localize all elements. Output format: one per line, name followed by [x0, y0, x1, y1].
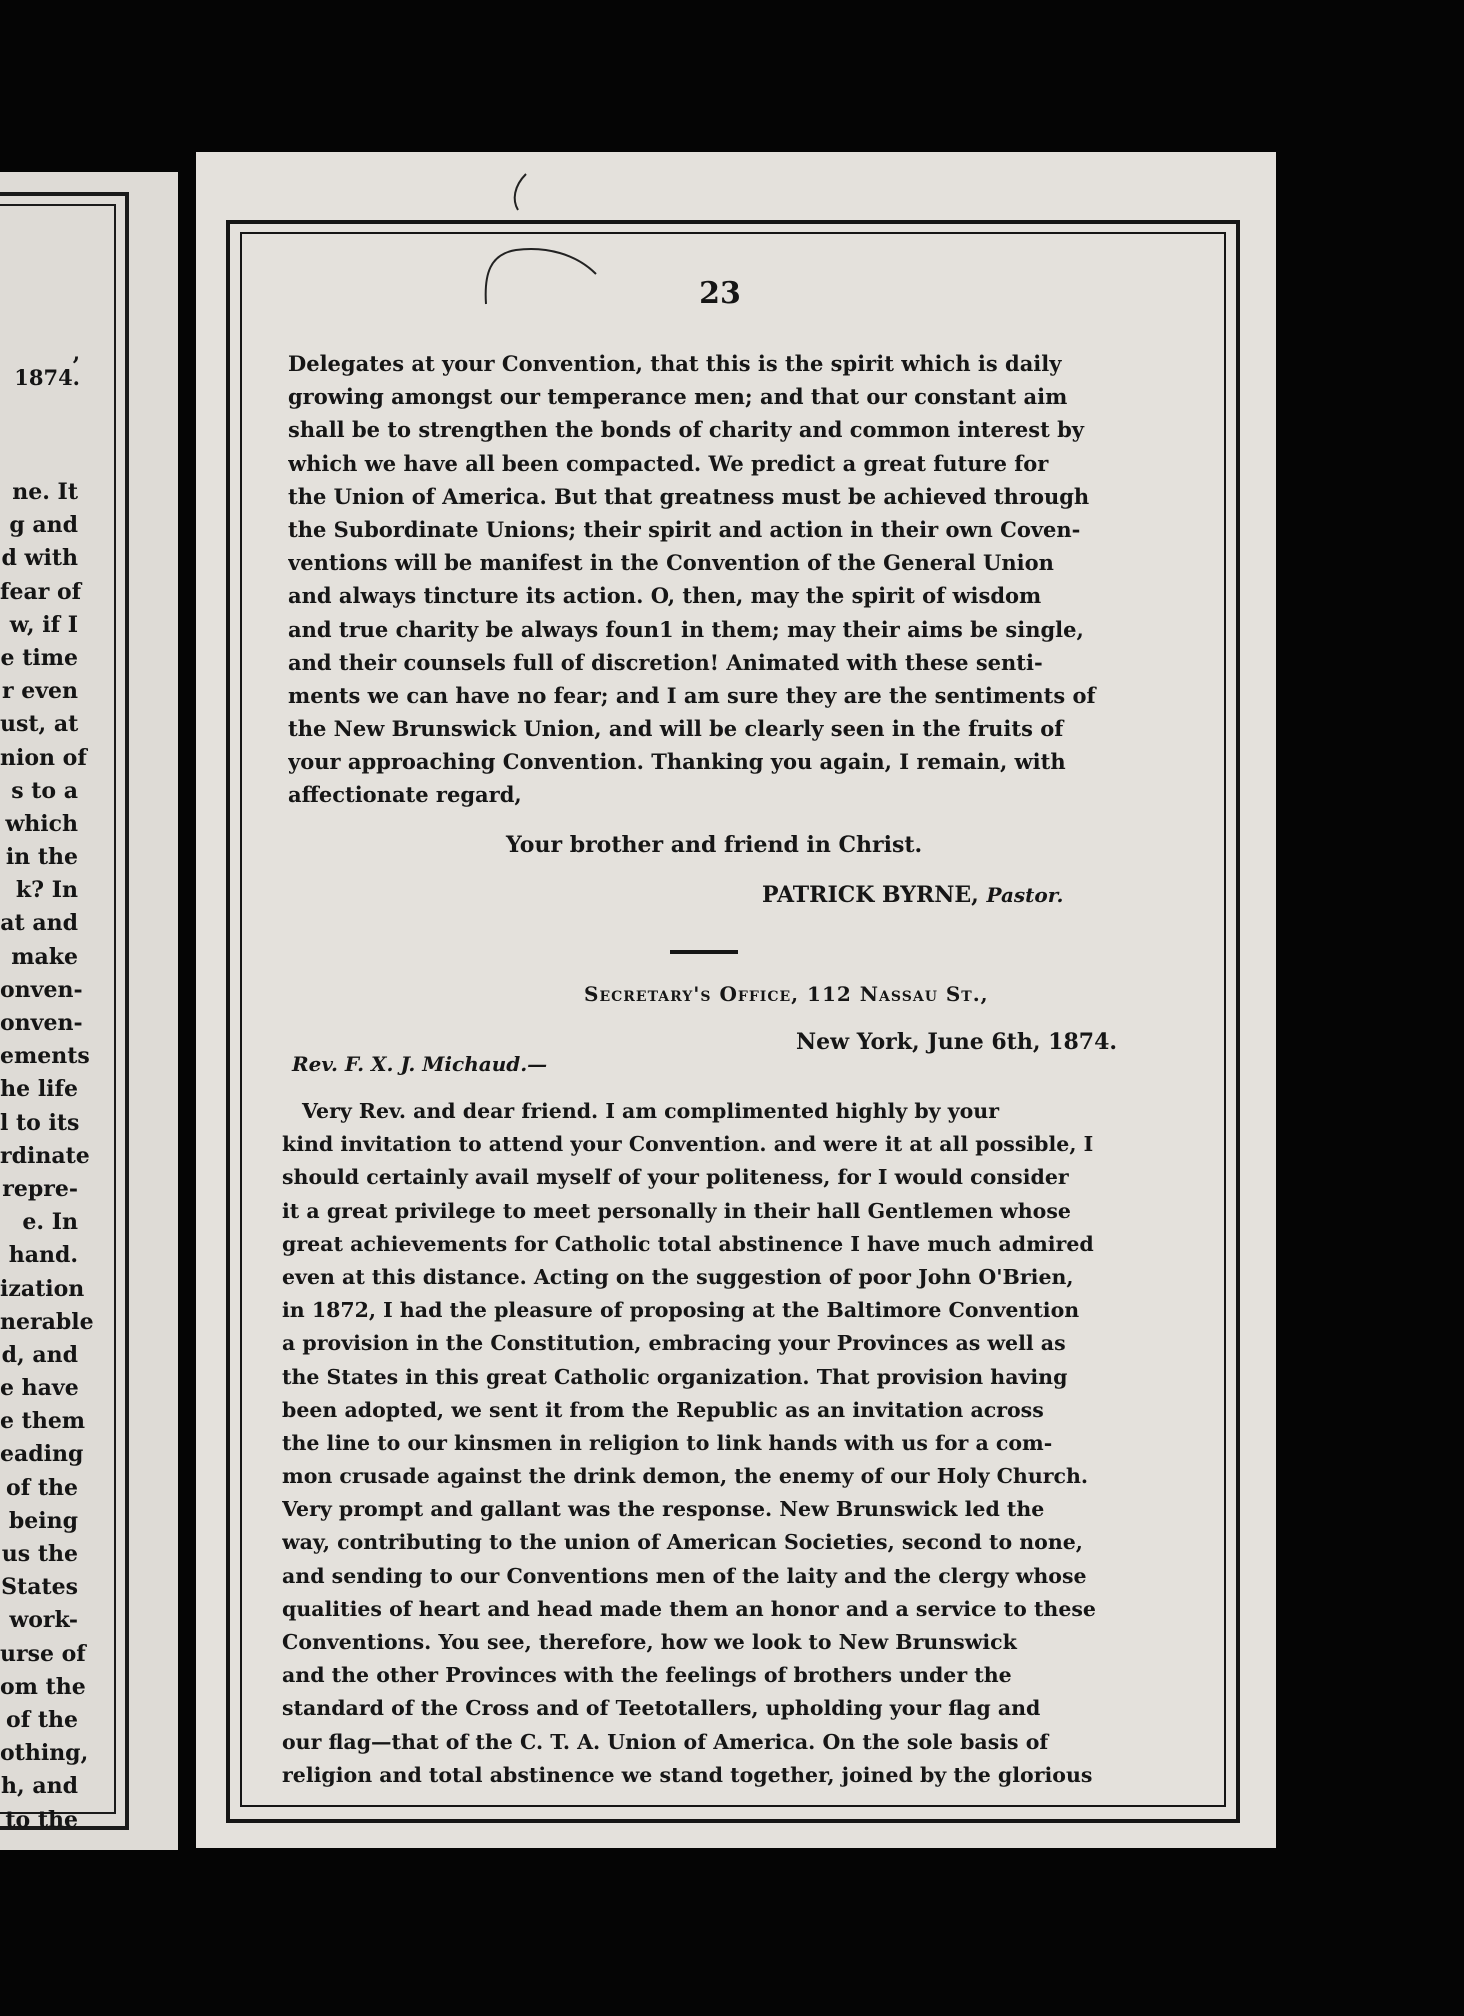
- text-line: the Subordinate Unions; their spirit and action in their own Coven-: [288, 516, 1081, 542]
- left-page-line: being: [8, 1507, 78, 1534]
- left-page-line: k? In: [15, 877, 78, 904]
- main-page: [196, 152, 1276, 1848]
- signature-title: Pastor.: [986, 883, 1064, 907]
- text-line: Very prompt and gallant was the response. New Brunswick led the: [282, 1497, 1045, 1522]
- text-line: and the other Provinces with the feelings of brothers under the: [282, 1663, 1012, 1688]
- text-line: Very Rev. and dear friend. I am complimented highly by your: [302, 1099, 999, 1123]
- text-line: ventions will be manifest in the Convention of the General Union: [288, 550, 1054, 576]
- left-page-line: hand.: [8, 1242, 78, 1269]
- left-page-line: om the: [0, 1673, 86, 1700]
- left-page-line: ization: [0, 1275, 85, 1302]
- left-page-line: e time: [0, 644, 78, 671]
- signature: [762, 882, 1063, 908]
- text-line: religion and total abstinence we stand together, joined by the glorious: [282, 1762, 1093, 1787]
- left-page-line: make: [11, 943, 78, 970]
- text-line: shall be to strengthen the bonds of charity and common interest by: [288, 417, 1084, 443]
- text-line: qualities of heart and head made them an honor and a service to these: [282, 1596, 1096, 1621]
- text-line: our flag—that of the C. T. A. Union of America. On the sole basis of: [282, 1729, 1049, 1754]
- text-line: your approaching Convention. Thanking you again, I remain, with: [288, 749, 1066, 775]
- left-page-line: e them: [0, 1408, 86, 1435]
- letter-closing: Your brother and friend in Christ.: [506, 832, 923, 858]
- text-line: which we have all been compacted. We predict a great future for: [288, 450, 1049, 476]
- text-line: mon crusade against the drink demon, the enemy of our Holy Church.: [282, 1464, 1089, 1489]
- left-page-line: othing,: [0, 1740, 89, 1767]
- text-line: should certainly avail myself of your politeness, for I would consider: [282, 1165, 1069, 1190]
- left-page-line: urse of: [0, 1640, 86, 1667]
- text-line: the New Brunswick Union, and will be clearly seen in the fruits of: [288, 716, 1064, 742]
- left-page-line: ust, at: [0, 711, 79, 738]
- text-line: Delegates at your Convention, that this is the spirit which is daily: [288, 351, 1062, 376]
- left-page-date-fragment: , 1874.: [14, 340, 80, 390]
- letter-body-second: [282, 1095, 1144, 1792]
- section-divider: [670, 950, 738, 954]
- text-line: even at this distance. Acting on the suggestion of poor John O'Brien,: [282, 1264, 1074, 1289]
- left-page-line: nion of: [0, 744, 87, 771]
- left-page-line: eading: [0, 1441, 84, 1468]
- signature-name: PATRICK BYRNE,: [762, 882, 979, 908]
- left-page-line: in the: [5, 844, 78, 871]
- left-page-line: d, and: [1, 1341, 78, 1368]
- office-address: Secretary's Office, 112 Nassau St.,: [584, 982, 989, 1006]
- left-page-line: h, and: [1, 1773, 78, 1800]
- left-page-line: which: [5, 810, 78, 837]
- text-line: way, contributing to the union of American Societies, second to none,: [282, 1530, 1083, 1555]
- left-page-line: g and: [9, 512, 78, 539]
- text-line: and true charity be always foun1 in them; may their aims be single,: [288, 616, 1084, 642]
- left-page-line: he life: [0, 1076, 78, 1103]
- left-page-line: to the: [5, 1806, 78, 1833]
- text-line: and sending to our Conventions men of the laity and the clergy whose: [282, 1563, 1087, 1588]
- text-line: it a great privilege to meet personally in their hall Gentlemen whose: [282, 1198, 1071, 1223]
- left-page-line: nerable: [0, 1308, 94, 1335]
- text-line: and their counsels full of discretion! Animated with these senti-: [288, 649, 1043, 675]
- left-page-line: rdinate: [0, 1142, 90, 1169]
- ink-scratch-mark: [476, 244, 616, 314]
- left-page-line: s to a: [11, 777, 78, 804]
- left-page-line: e. In: [22, 1209, 78, 1236]
- left-page-line: States: [1, 1574, 78, 1601]
- salutation: Rev. F. X. J. Michaud.—: [292, 1052, 548, 1076]
- left-page-line: e have: [0, 1375, 79, 1402]
- left-page-line: ements: [0, 1043, 90, 1070]
- left-page-line: us the: [1, 1541, 78, 1567]
- text-line: in 1872, I had the pleasure of proposing at the Baltimore Convention: [282, 1298, 1080, 1323]
- left-page-line: ne. It: [12, 479, 78, 505]
- text-line: great achievements for Catholic total abstinence I have much admired: [282, 1231, 1094, 1256]
- text-line: growing amongst our temperance men; and that our constant aim: [288, 384, 1068, 410]
- text-line: ments we can have no fear; and I am sure they are the sentiments of: [288, 682, 1096, 708]
- office-date: New York, June 6th, 1874.: [796, 1029, 1118, 1055]
- left-page-fragment: [0, 172, 178, 1850]
- left-page-line: repre-: [2, 1175, 78, 1202]
- left-page-line: fear of: [0, 578, 82, 605]
- text-line: kind invitation to attend your Convention. and were it at all possible, I: [282, 1132, 1094, 1157]
- text-line: and always tincture its action. O, then, may the spirit of wisdom: [288, 583, 1042, 609]
- text-line: a provision in the Constitution, embracing your Provinces as well as: [282, 1331, 1066, 1356]
- left-page-line: onven-: [0, 976, 83, 1003]
- text-line: Conventions. You see, therefore, how we look to New Brunswick: [282, 1630, 1017, 1654]
- left-page-line: of the: [6, 1706, 78, 1733]
- text-line: the line to our kinsmen in religion to link hands with us for a com-: [282, 1430, 1053, 1455]
- text-line: been adopted, we sent it from the Republic as an invitation across: [282, 1397, 1044, 1422]
- ink-scratch-mark-top: [506, 172, 536, 212]
- left-page-line: onven-: [0, 1010, 83, 1036]
- left-page-line: l to its: [0, 1109, 80, 1136]
- left-page-line: w, if I: [9, 611, 78, 638]
- text-line: the Union of America. But that greatness must be achieved through: [288, 483, 1090, 509]
- left-page-text-lines: [0, 476, 94, 1837]
- left-page-line: work-: [9, 1607, 78, 1634]
- page-number: 23: [699, 276, 741, 311]
- text-line: standard of the Cross and of Teetotallers, upholding your flag and: [282, 1696, 1041, 1721]
- left-page-line: r even: [1, 678, 78, 705]
- left-page-line: of the: [6, 1474, 78, 1501]
- left-page-line: at and: [0, 910, 78, 937]
- letter-body-first: [288, 347, 1140, 812]
- left-page-line: d with: [1, 545, 78, 572]
- text-line: affectionate regard,: [288, 782, 522, 808]
- text-line: the States in this great Catholic organization. That provision having: [282, 1364, 1068, 1389]
